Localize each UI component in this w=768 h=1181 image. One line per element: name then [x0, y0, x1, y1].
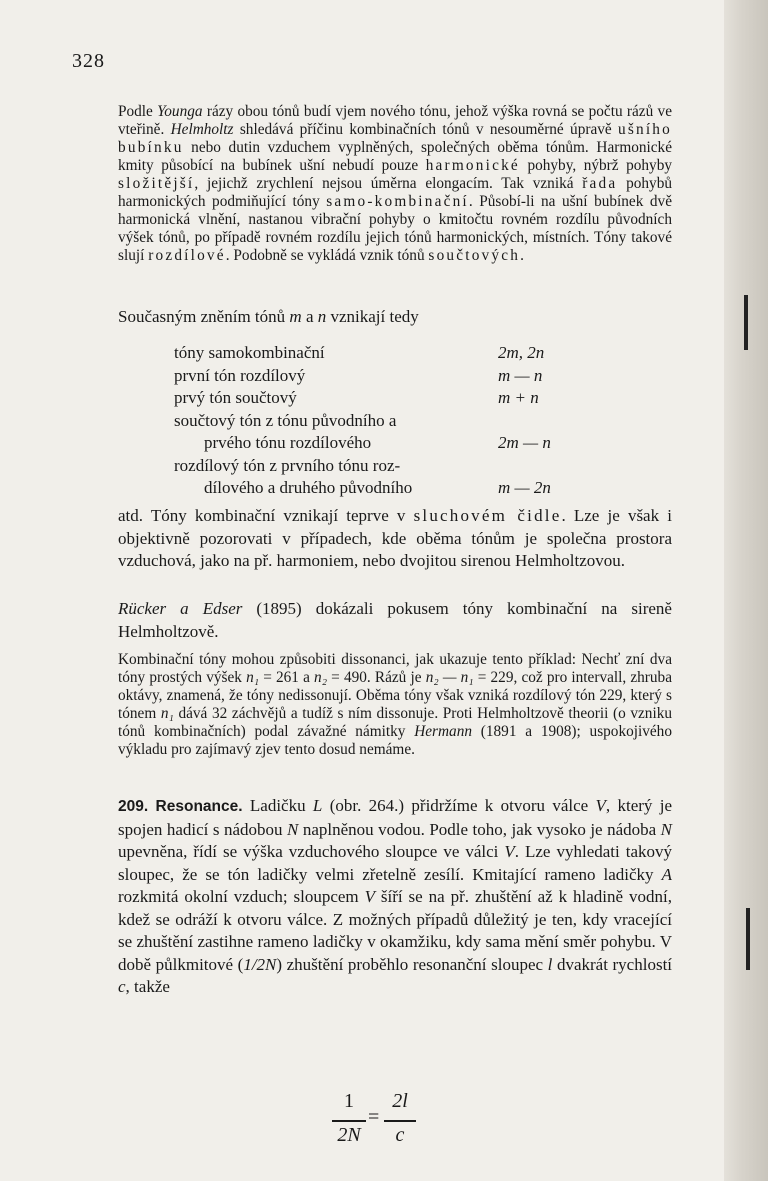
text: (1895) dokázali pokusem tóny kombinační na sireně Helmholtzově.	[118, 599, 672, 641]
paragraph-objective-observation	[118, 505, 672, 573]
text: ) zhuštění proběhlo resonanční sloupec	[276, 954, 548, 974]
authors-rucker-edser: Rücker a Edser	[118, 599, 243, 618]
fraction-bar	[384, 1120, 416, 1122]
tone-row	[118, 455, 578, 478]
var-n1: n₁	[246, 669, 260, 686]
expr-half-period: 1/2N	[243, 954, 277, 974]
page-number: 328	[72, 50, 105, 72]
tone-row	[118, 410, 578, 433]
text: rozkmitá okolní vzduch; sloupcem	[118, 887, 365, 906]
tone-expr: m — 2n	[498, 478, 551, 497]
text: pohyby, nýbrž pohyby	[519, 157, 672, 174]
tone-label: prvý tón součtový	[174, 388, 297, 407]
text: , takže	[125, 977, 170, 996]
paragraph-combination-tones-theory	[118, 103, 672, 265]
text: dvakrát rychlostí	[552, 954, 673, 974]
text: . Lze je však i objektivně pozorovati v případech, kde oběma tónům je společna prostora vzduchová, jako na př. harmoniem, nebo dvojitou sirenou Helmholtzovou.	[118, 506, 672, 570]
tone-list	[118, 342, 578, 500]
var-c: c	[118, 977, 126, 996]
tone-label: součtový tón z tónu původního a	[174, 410, 397, 430]
text: Současným zněním tónů	[118, 307, 290, 326]
text: shledává příčinu kombinačních tónů v nesouměrné úpravě	[233, 121, 618, 138]
text: vznikají tedy	[326, 307, 419, 326]
tone-label: prvého tónu rozdílového	[204, 433, 372, 452]
var-N: N	[287, 819, 299, 839]
emph-souctove: součtových	[428, 247, 521, 264]
text: rázy obou tónů budí vjem nového tónu, jehož výška rovná se počtu rázů ve vteřině.	[118, 103, 672, 138]
var-n2: n₂	[314, 669, 328, 686]
tone-row	[118, 477, 578, 500]
tone-label: tóny samokombinační	[174, 343, 325, 362]
text: = 261 a	[259, 669, 315, 686]
var-V: V	[595, 796, 606, 815]
edge-mark-1	[744, 295, 748, 350]
tone-label: rozdílový tón z prvního tónu roz-	[174, 455, 401, 475]
tone-row	[118, 365, 578, 388]
var-V: V	[504, 842, 515, 861]
expr-n2-minus-n1: n₂ — n₁	[425, 669, 474, 686]
text: , který je spojen hadicí s nádobou	[118, 796, 673, 839]
tone-expr: 2m — n	[498, 433, 551, 452]
text: (obr. 264.) přidržíme k otvoru válce	[322, 796, 596, 815]
tone-expr: m — n	[498, 365, 543, 385]
paragraph-simultaneous-tones	[118, 306, 672, 329]
tone-expr: 2m, 2n	[498, 343, 545, 362]
edge-mark-2	[746, 908, 750, 970]
section-heading-resonance: 209. Resonance.	[118, 798, 243, 815]
text: = 229, což pro intervall, zhruba oktávy, znamená, že tóny nedissonují. Oběma tóny však vzniká rozdílový tón 229, který s tónem	[118, 669, 672, 722]
fraction-denominator: 2N	[337, 1124, 361, 1146]
text: nebo dutin vzduchem vyplněných, společných oběma tónům. Harmonické kmity působící na bubínek ušní nebudí pouze	[118, 139, 672, 174]
text: Podle	[118, 103, 158, 120]
text: a	[301, 307, 318, 326]
tone-row	[118, 342, 578, 365]
text: pohybů harmonických podmiňující tóny	[118, 175, 672, 210]
text: dává 32 záchvějů a tudíž s ním dissonuje. Proti Helmholtzově theorii (o vzniku tónů kombinačních) podal závažné námitky	[118, 705, 672, 740]
text: , jejichž zrychlení nejsou úměrna elongacím. Tak vzniká	[194, 175, 583, 192]
text: Kombinační tóny mohou způsobiti dissonanci, jak ukazuje tento příklad: Nechť zní dva tóny prostých výšek	[118, 651, 672, 686]
text: upevněna, řídí se výška vzduchového sloupce ve válci	[118, 842, 505, 861]
emph-harmonicke: harmonické	[425, 157, 520, 174]
emph-usniho-bubinku: ušního bubínku	[118, 121, 672, 156]
paragraph-dissonance-example	[118, 651, 672, 759]
fraction-numerator: 1	[344, 1090, 354, 1112]
resonance-formula	[330, 1090, 420, 1154]
var-n1: n₁	[160, 705, 174, 722]
text: (1891 a 1908); uspokojivého výkladu pro zajímavý zjev tento dosud nemáme.	[118, 723, 672, 758]
text: . Podobně se vykládá vznik tónů	[225, 247, 429, 264]
var-n: n	[317, 307, 327, 326]
tone-label: první tón rozdílový	[174, 365, 306, 385]
text: . Působí-li na ušní bubínek dvě harmonická vlnění, nastanou vibrační pohyby o kmitočtu rovném rozdílu původních výšek tónů, po případě rovném rozdílu jejich tónů harmonických, místních. Tóny takové slují	[118, 193, 672, 264]
text: . Lze vyhledati takový sloupec, že se tón ladičky velmi zřetelně zesílí. Kmitající rameno ladičky	[118, 842, 672, 884]
var-L: L	[312, 796, 323, 815]
emph-rada: řada	[582, 175, 618, 192]
var-m: m	[289, 307, 302, 326]
tone-expr: m + n	[498, 388, 539, 407]
text: naplněnou vodou. Podle toho, jak vysoko je nádoba	[298, 819, 661, 839]
fraction-denominator: c	[395, 1124, 405, 1146]
tone-label: dílového a druhého původního	[204, 478, 413, 497]
var-l: l	[547, 954, 553, 974]
author-young: Younga	[157, 103, 203, 120]
var-V: V	[364, 887, 375, 906]
text: = 490. Rázů je	[327, 669, 426, 686]
text: atd. Tóny kombinační vznikají teprve v	[118, 506, 414, 525]
text: šíří se na př. zhuštění až k hladině vodní, kdež se odráží k otvoru válce. Z možných případů důležitý je ten, kdy vracející se zhuštění zastihne rameno ladičky v okamžiku, kdy sama mění směr pohybu. V době půlkmitové (	[118, 887, 672, 974]
var-N: N	[660, 819, 672, 839]
equals-sign: =	[368, 1106, 380, 1128]
emph-sluchovem-cidle: sluchovém čidle	[413, 506, 562, 525]
fraction-numerator: 2l	[392, 1090, 408, 1112]
author-helmholtz: Helmholtz	[170, 121, 234, 138]
emph-rozdilove: rozdílové	[148, 247, 226, 264]
text: .	[520, 247, 524, 264]
paragraph-rucker-edser	[118, 598, 672, 643]
tone-row	[118, 432, 578, 455]
emph-samokombinacni: samo-kombinační	[326, 193, 469, 210]
paragraph-resonance-section	[118, 795, 672, 999]
emph-slozitejsi: složitější	[118, 175, 195, 192]
page-edge-shadow	[724, 0, 768, 1181]
author-hermann: Hermann	[414, 723, 473, 740]
fraction-bar	[332, 1120, 366, 1122]
tone-row	[118, 387, 578, 410]
var-A: A	[661, 864, 672, 884]
text: Ladičku	[242, 796, 313, 815]
